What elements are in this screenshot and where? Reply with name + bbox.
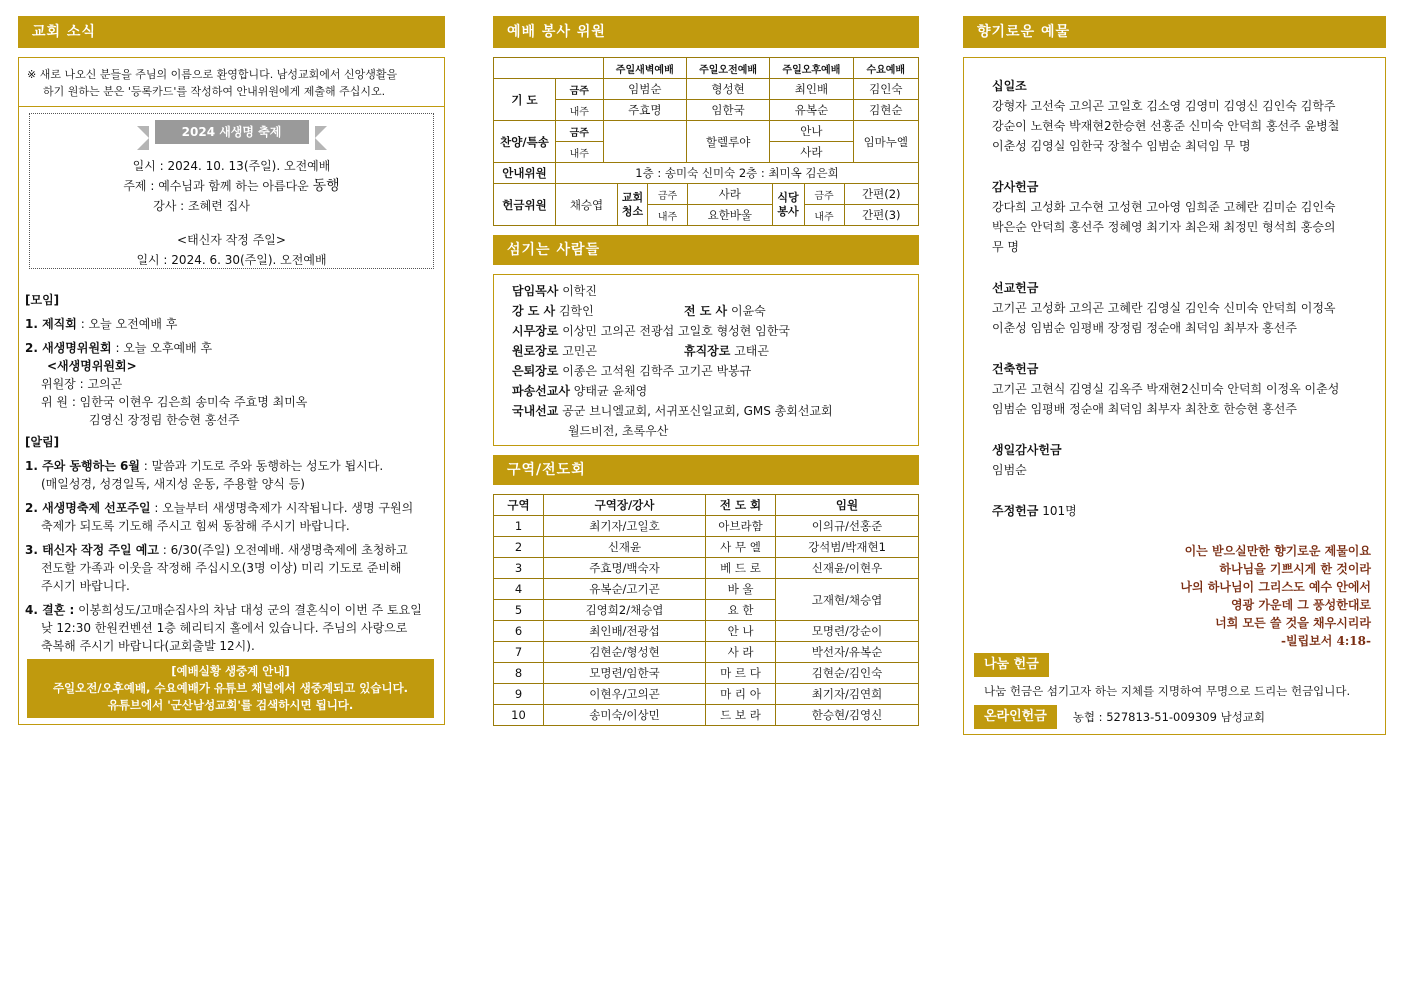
thanks-line-1: 박은순 안덕희 홍선주 정혜영 최기자 최은채 최정민 형석희 홍승의 — [992, 220, 1336, 234]
tithe-line-1: 강순이 노현숙 박재현2한승현 선홍준 신미숙 안덕희 홍선주 윤병철 — [992, 119, 1340, 133]
festival-ribbon-label: 2024 새생명 축제 — [155, 120, 309, 144]
verse-line-2: 나의 하나님이 그리스도 예수 안에서 — [1180, 580, 1371, 594]
meeting-title: [모임] — [25, 293, 60, 307]
mission-title: 선교헌금 — [992, 281, 1039, 295]
building-line-0: 고기곤 고현식 김영실 김옥주 박재현2신미숙 안덕희 이정옥 이춘성 — [992, 382, 1340, 396]
festival-theme: 주제 : 예수님과 함께 하는 아름다운 동행 — [123, 178, 340, 194]
praise-pm-next: 사라 — [770, 142, 853, 163]
notice-4-sub-2: 축복해 주시기 바랍니다(교회출발 12시). — [41, 639, 255, 653]
kitchen-next: 간편(3) — [844, 205, 918, 226]
district-cell: 베 드 로 — [706, 558, 776, 579]
service-table — [493, 57, 919, 184]
meeting-2: 2. 새생명위원회 : 오늘 오후예배 후 — [25, 341, 213, 355]
notice-3-sub-1: 전도할 가족과 이웃을 작정해 주십시오(3명 이상) 미리 기도로 준비해 — [41, 561, 402, 575]
live-stream-line-1: 주일오전/오후예배, 수요예배가 유튜브 채널에서 생중계되고 있습니다. — [52, 681, 409, 695]
district-cell: 7 — [494, 642, 544, 663]
district-row — [494, 516, 919, 537]
prayer-label: 기 도 — [494, 79, 556, 121]
district-cell: 이의규/선홍준 — [776, 516, 919, 537]
sharing-section — [974, 653, 1377, 701]
service-col-3: 수요예배 — [853, 58, 918, 79]
church-news-column — [18, 16, 445, 725]
church-news-header: 교회 소식 — [18, 16, 445, 48]
prayer-this-1: 형성현 — [686, 79, 769, 100]
district-cell: 아브라함 — [706, 516, 776, 537]
offering-label: 헌금위원 — [494, 184, 556, 226]
servant-row-5: 파송선교사 양태균 윤채영 — [512, 384, 648, 398]
district-cell: 마 리 아 — [706, 684, 776, 705]
service-col-1: 주일오전예배 — [686, 58, 769, 79]
kitchen-this: 간편(2) — [844, 184, 918, 205]
kitchen-label: 식당봉사 — [772, 184, 804, 226]
tithe-title: 십일조 — [992, 79, 1027, 93]
notice-4: 4. 결혼 : 이봉희성도/고매순집사의 차남 대성 군의 결혼식이 이번 주 토요일 — [25, 603, 422, 617]
meeting-2-chair: 위원장 : 고의곤 — [41, 377, 123, 391]
festival-box — [29, 113, 434, 269]
district-cell: 드 보 라 — [706, 705, 776, 726]
prayer-this-label: 금주 — [556, 79, 604, 100]
district-cell: 강석범/박재현1 — [776, 537, 919, 558]
festival-ribbon — [137, 120, 327, 148]
district-row — [494, 621, 919, 642]
building-title: 건축헌금 — [992, 362, 1039, 376]
guide-label: 안내위원 — [494, 163, 556, 184]
prayer-this-0: 임범순 — [603, 79, 686, 100]
welcome-line-2: 하기 원하는 분은 '등록카드'를 작성하여 안내위원에게 제출해 주십시오. — [43, 85, 386, 98]
district-row — [494, 705, 919, 726]
verse-line-3: 영광 가운데 그 풍성한대로 — [1230, 598, 1371, 612]
district-cell: 유복순/고기곤 — [544, 579, 706, 600]
offerings-column — [963, 16, 1386, 735]
district-cell: 최기자/김연희 — [776, 684, 919, 705]
prayer-next-0: 주효명 — [603, 100, 686, 121]
servant-row-7: 월드비전, 초록우산 — [568, 424, 669, 438]
festival-sub-title: <태신자 작정 주일> — [177, 233, 286, 247]
birthday-title: 생일감사헌금 — [992, 443, 1062, 457]
verse-line-1: 하나님을 기쁘시게 한 것이라 — [1219, 562, 1371, 576]
service-header: 예배 봉사 위원 — [493, 16, 919, 48]
notice-1-sub: (매일성경, 성경일독, 새지성 운동, 주용할 양식 등) — [41, 477, 305, 491]
district-cell: 주효명/백숙자 — [544, 558, 706, 579]
offerings-box — [963, 57, 1386, 735]
church-news-box — [18, 57, 445, 725]
servants-box — [493, 274, 919, 446]
guide-text: 1층 : 송미숙 신미숙 2층 : 최미옥 김은희 — [556, 163, 919, 184]
service-col-2: 주일오후예배 — [770, 58, 853, 79]
festival-sub-date: 일시 : 2024. 6. 30(주일). 오전예배 — [136, 253, 327, 267]
live-stream-line-2: 유튜브에서 '군산남성교회'를 검색하시면 됩니다. — [107, 698, 354, 712]
notice-3-sub-2: 주시기 바랍니다. — [41, 579, 130, 593]
district-body — [494, 516, 919, 726]
notice-3: 3. 태신자 작정 주일 예고 : 6/30(주일) 오전예배. 새생명축제에 초청하고 — [25, 543, 408, 557]
district-cell: 신재윤/이현우 — [776, 558, 919, 579]
district-table — [493, 494, 919, 726]
online-section — [974, 705, 1377, 729]
weekly-offering: 주정헌금 101명 — [992, 504, 1077, 518]
district-cell: 김현순/김인숙 — [776, 663, 919, 684]
sharing-text: 나눔 헌금은 섬기고자 하는 지체를 지명하여 무명으로 드리는 헌금입니다. — [984, 684, 1351, 698]
online-label: 온라인헌금 — [974, 705, 1057, 729]
praise-wed: 임마누엘 — [853, 121, 918, 163]
praise-this-label: 금주 — [556, 121, 604, 142]
district-row — [494, 558, 919, 579]
district-cell: 3 — [494, 558, 544, 579]
live-stream-box — [27, 659, 434, 718]
meetings — [19, 269, 444, 655]
notice-2: 2. 새생명축제 선포주일 : 오늘부터 새생명축제가 시작됩니다. 생명 구원의 — [25, 501, 414, 515]
verse-line-5: -빌립보서 4:18- — [1281, 634, 1371, 648]
servant-row-3: 원로장로 고민곤 휴직장로 고태곤 — [512, 344, 769, 358]
festival-speaker: 강사 : 조혜련 집사 — [153, 199, 250, 213]
notice-title: [알림] — [25, 435, 60, 449]
welcome-notice — [19, 58, 444, 107]
district-cell: 마 르 다 — [706, 663, 776, 684]
district-cell: 5 — [494, 600, 544, 621]
meeting-1: 1. 제직회 : 오늘 오전예배 후 — [25, 317, 178, 331]
district-cell: 최인배/전광섭 — [544, 621, 706, 642]
festival-date: 일시 : 2024. 10. 13(주일). 오전예배 — [132, 159, 331, 173]
district-cell: 고재현/채승엽 — [776, 579, 919, 621]
servant-row-2: 시무장로 이상민 고의곤 전광섭 고일호 형성현 임한국 — [512, 324, 790, 338]
district-cell: 사 무 엘 — [706, 537, 776, 558]
live-stream-title: [예배실황 생중계 안내] — [171, 664, 290, 678]
district-cell: 안 나 — [706, 621, 776, 642]
district-cell: 모명련/임한국 — [544, 663, 706, 684]
service-col-0: 주일새벽예배 — [603, 58, 686, 79]
district-cell: 한승현/김영신 — [776, 705, 919, 726]
mission-line-1: 이춘성 임범순 임평배 장정림 정순애 최덕임 최부자 홍선주 — [992, 321, 1297, 335]
birthday-line-0: 임범순 — [992, 463, 1027, 477]
district-cell: 박선자/유복순 — [776, 642, 919, 663]
district-row — [494, 537, 919, 558]
prayer-this-2: 최인배 — [770, 79, 853, 100]
praise-pm-this: 안나 — [770, 121, 853, 142]
thanks-line-2: 무 명 — [992, 240, 1019, 254]
district-cell: 4 — [494, 579, 544, 600]
district-cell: 최기자/고일호 — [544, 516, 706, 537]
offerings-header: 향기로운 예물 — [963, 16, 1386, 48]
prayer-next-2: 유복순 — [770, 100, 853, 121]
mission-line-0: 고기곤 고성화 고의곤 고혜란 김영실 김인숙 신미숙 안덕희 이정옥 — [992, 301, 1336, 315]
district-cell: 바 울 — [706, 579, 776, 600]
clean-next: 요한바울 — [688, 205, 773, 226]
district-cell: 1 — [494, 516, 544, 537]
district-cell: 신재윤 — [544, 537, 706, 558]
meeting-2-members: 위 원 : 임한국 이현우 김은희 송미숙 주효명 최미옥 — [41, 395, 308, 409]
praise-next-label: 내주 — [556, 142, 604, 163]
district-col-3: 임원 — [776, 495, 919, 516]
district-cell: 2 — [494, 537, 544, 558]
district-cell: 이현우/고의곤 — [544, 684, 706, 705]
prayer-next-label: 내주 — [556, 100, 604, 121]
district-cell: 요 한 — [706, 600, 776, 621]
district-cell: 10 — [494, 705, 544, 726]
thanks-title: 감사헌금 — [992, 180, 1039, 194]
district-cell: 사 라 — [706, 642, 776, 663]
prayer-next-3: 김현순 — [853, 100, 918, 121]
offering-table: 헌금위원 채승엽 교회청소 금주 사라 식당봉사 금주 간편(2) 내주 요한바울 내주 간편(3) — [493, 183, 919, 226]
praise-label: 찬양/특송 — [494, 121, 556, 163]
district-cell: 송미숙/이상민 — [544, 705, 706, 726]
servant-row-0: 담임목사 이학진 — [512, 284, 597, 298]
district-row — [494, 684, 919, 705]
service-column — [493, 16, 919, 726]
meeting-2-sub: <새생명위원회> — [47, 359, 137, 373]
festival-theme-word: 동행 — [312, 178, 340, 194]
district-cell: 6 — [494, 621, 544, 642]
district-col-0: 구역 — [494, 495, 544, 516]
district-row — [494, 579, 919, 600]
notice-4-sub-1: 낮 12:30 한원컨벤션 1층 헤리티지 홀에서 있습니다. 주님의 사랑으로 — [41, 621, 408, 635]
district-cell: 9 — [494, 684, 544, 705]
servant-row-6: 국내선교 공군 브니엘교회, 서귀포신일교회, GMS 총회선교회 — [512, 404, 833, 418]
offering-name: 채승엽 — [556, 184, 618, 226]
building-line-1: 임범순 임평배 정순애 최덕임 최부자 최찬호 한승현 홍선주 — [992, 402, 1297, 416]
district-row — [494, 663, 919, 684]
district-col-2: 전 도 회 — [706, 495, 776, 516]
notice-2-sub: 축제가 되도록 기도해 주시고 힘써 동참해 주시기 바랍니다. — [41, 519, 350, 533]
praise-morning: 할렐루야 — [686, 121, 769, 163]
clean-label: 교회청소 — [618, 184, 648, 226]
online-text: 농협 : 527813-51-009309 남성교회 — [1072, 710, 1266, 724]
district-row — [494, 642, 919, 663]
district-cell: 모명련/강순이 — [776, 621, 919, 642]
clean-this: 사라 — [688, 184, 773, 205]
prayer-next-1: 임한국 — [686, 100, 769, 121]
district-cell: 8 — [494, 663, 544, 684]
meeting-2-members-2: 김영신 장정림 한승현 홍선주 — [89, 413, 240, 427]
prayer-this-3: 김인숙 — [853, 79, 918, 100]
notice-1: 1. 주와 동행하는 6월 : 말씀과 기도로 주와 동행하는 성도가 됩시다. — [25, 459, 384, 473]
district-cell: 김영희2/채승엽 — [544, 600, 706, 621]
thanks-line-0: 강다희 고성화 고수현 고성현 고아영 임희준 고혜란 김미순 김인숙 — [992, 200, 1336, 214]
verse-line-0: 이는 받으실만한 향기로운 제물이요 — [1184, 544, 1371, 558]
welcome-line-1: ※ 새로 나오신 분들을 주님의 이름으로 환영합니다. 남성교회에서 신앙생활을 — [27, 68, 398, 81]
verse-block — [1180, 542, 1371, 650]
tithe-line-2: 이춘성 김영실 임한국 장철수 임범순 최덕임 무 명 — [992, 139, 1251, 153]
servant-row-1: 강 도 사 김학인 전 도 사 이윤숙 — [512, 304, 766, 318]
sharing-label: 나눔 헌금 — [974, 653, 1049, 677]
district-cell: 김현순/형성현 — [544, 642, 706, 663]
district-col-1: 구역장/강사 — [544, 495, 706, 516]
verse-line-4: 너희 모든 쓸 것을 채우시리라 — [1215, 616, 1371, 630]
district-header: 구역/전도회 — [493, 455, 919, 485]
servant-row-4: 은퇴장로 이종은 고석원 김학주 고기곤 박봉규 — [512, 364, 752, 378]
servants-header: 섬기는 사람들 — [493, 235, 919, 265]
tithe-line-0: 강형자 고선숙 고의곤 고일호 김소영 김영미 김영신 김인숙 김학주 — [992, 99, 1336, 113]
